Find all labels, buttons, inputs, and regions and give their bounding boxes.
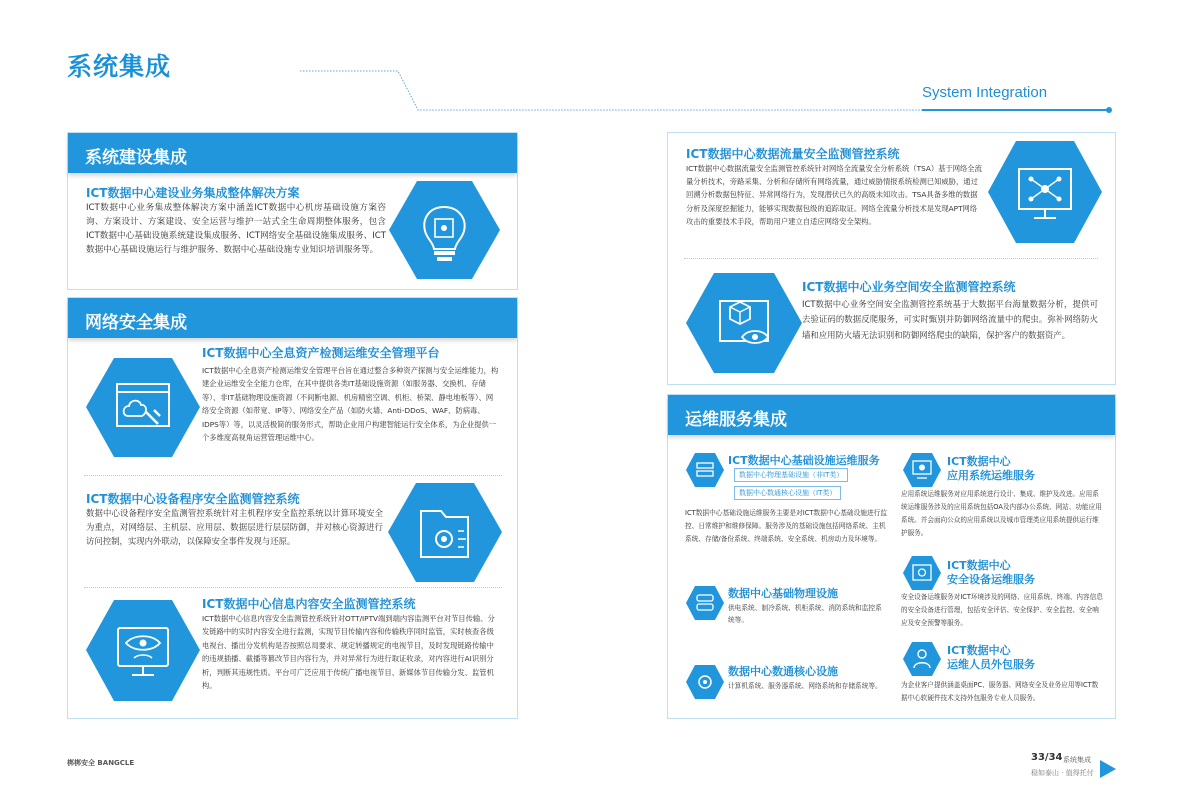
network-monitor-icon: [986, 139, 1104, 245]
item-text: ICT数据中心基础设施运维服务主要是对ICT数据中心基础设施进行监控、日常维护和维修保障。服务涉及的基础设施包括网络系统、主机系统、存储/备份系统、终端系统、安全系统、机房动力及环境等。: [685, 509, 888, 543]
gear-chip-icon: [685, 664, 725, 700]
rack-icon: [685, 585, 725, 621]
panel-system-construction: [67, 132, 518, 290]
footer-brand: 梆梆安全 BANGCLE: [67, 759, 135, 767]
divider: [84, 587, 502, 588]
item-title: ICT数据中心设备程序安全监测管控系统: [86, 492, 300, 506]
item-text: ICT数据中心数据流量安全监测管控系统针对网络全流量安全分析系统（TSA）基于网络全流量分析技术，旁路采集、分析和存储所有网络流量，通过威胁情报系统检测已知威胁，通过回溯分析数据包特征、异常网络行为，发现潜伏已久的高级未知攻击。TSA具备多维的数据分析及深度挖掘能力，能够实现数据包级的追踪取证。网络全流量分析技术是发现APT网络攻击的重要技术手段，帮助用户建立自适应网络安全架构。: [686, 164, 982, 226]
item-text: ICT数据中心业务集成整体解决方案中涵盖ICT数据中心机房基础设施方案咨询、方案设计、方案建设、安全运营与维护一站式全生命周期整体服务，包含ICT数据中心基础设施系统建设集成服务、ICT网络安全基础设施集成服务、ICT数据中心基础设施运行与维护服务、数据中心基础设施专业知识培训服务等。: [86, 203, 386, 255]
tag-datacom: 数据中心数通核心设施（IT类）: [734, 486, 841, 500]
person-icon: [902, 641, 942, 677]
section-header: 运维服务集成: [668, 395, 1115, 435]
folder-gear-icon: [386, 481, 504, 584]
title-line1: ICT数据中心: [947, 559, 1011, 572]
item-title: ICT数据中心信息内容安全监测管控系统: [202, 597, 416, 611]
item-text: ICT数据中心信息内容安全监测管控系统针对OTT/IPTV端到端内容监测平台对节目传输、分发链路中的实时内容安全进行监测，实现节目传输内容和传输秩序同时监管，实时核查各级电视台、播出分发机构是否按照总局要求、规定转播规定的电视节目，及时发现链路传输中的违规插播、截播等篡改节目内容行为，并对异常行为进行取证收录，对内容进行AI识别分析，判断其违规性质。平台可广泛应用于传统广播电视节目、新媒体节目传输分发、监管机构。: [202, 614, 495, 691]
item-text: 数据中心设备程序安全监测管控系统针对主机程序安全监控系统以计算环境安全为重点，对网络层、主机层、应用层、数据层进行层层防御，并对核心资源进行访问控制，实现内外联动，以保障安全事件发现与还原。: [86, 508, 383, 546]
item-title: ICT数据中心基础设施运维服务: [728, 454, 880, 467]
item-title: [947, 644, 1035, 672]
item-text: 供电系统、制冷系统、机柜系统、消防系统和监控系统等。: [728, 604, 882, 624]
page-number: 33/34: [1031, 752, 1063, 763]
item-title: 数据中心数通核心设施: [728, 665, 838, 678]
item-text: ICT数据中心全息资产检测运维安全管理平台旨在通过整合多种资产探测与安全运维能力，构建企业运维安全全能力仓库，在其中提供各类IT基础设施资源（如服务器、交换机、存储等）、非IT基础物理设施资源（不间断电源、机房精密空调、机柜、桥架、静电地板等）、网络安全资源（如带宽、IP等）、网络安全产品（如防火墙、Anti-DDoS、WAF、防病毒、IDPS等）等，以灵活极简的服务形式，帮助企业用户构建智能运行安全体系，为企业提供一个多维度高视角运营管理运维中心。: [202, 366, 499, 443]
safe-icon: [902, 555, 942, 591]
divider: [84, 475, 502, 476]
page-title: 系统集成: [67, 52, 172, 81]
box-eye-icon: [684, 271, 804, 375]
item-text: 计算机系统、服务器系统、网络系统和存储系统等。: [728, 682, 882, 690]
panel-ops-service: [667, 394, 1116, 719]
section-header: 系统建设集成: [68, 133, 517, 173]
item-text: 为企业客户提供涵盖桌面PC、服务器、网络安全及业务应用等ICT数据中心软硬件技术支持外包服务专业人员服务。: [901, 681, 1099, 702]
title-line2: 安全设备运维服务: [947, 573, 1035, 586]
footer-section: 系统集成: [1063, 756, 1091, 764]
page-title-en: System Integration: [922, 84, 1048, 101]
bulb-chip-icon: [387, 179, 502, 281]
panel-network-security: [67, 297, 518, 719]
header-dotted-line: [300, 70, 1120, 120]
tag-physical: 数据中心物理基础设施（非IT类）: [734, 468, 848, 482]
item-title: ICT数据中心业务空间安全监测管控系统: [802, 280, 1016, 294]
monitor-eye-icon: [84, 598, 202, 703]
panel-traffic-space: [667, 132, 1116, 385]
item-title: ICT数据中心数据流量安全监测管控系统: [686, 147, 900, 161]
footer-slogan: 稳如泰山 · 值得托付: [1031, 769, 1094, 777]
item-title: ICT数据中心建设业务集成整体解决方案: [86, 186, 300, 200]
item-text: 应用系统运维服务对应用系统进行设计、集成、维护及改进。应用系统运维服务涉及的应用系统包括OA及内部办公系统、网站、功能应用系统。并会面向公众的应用系统以及城市管理类应用系统提供运行维护服务。: [901, 490, 1102, 537]
title-line1: ICT数据中心: [947, 455, 1011, 468]
next-page-arrow-icon[interactable]: [1100, 760, 1116, 778]
divider: [684, 258, 1098, 259]
title-line2: 运维人员外包服务: [947, 658, 1035, 671]
section-header: 网络安全集成: [68, 298, 517, 338]
item-title: ICT数据中心全息资产检测运维安全管理平台: [202, 346, 440, 360]
server-icon: [685, 452, 725, 488]
title-line2: 应用系统运维服务: [947, 469, 1035, 482]
title-line1: ICT数据中心: [947, 644, 1011, 657]
item-text: 安全设备运维服务对ICT环境涉及的网络、应用系统、终端、内容信息的安全设备进行管理，包括安全评估、安全保护、安全监控、安全响应及安全预警等服务。: [901, 593, 1103, 627]
item-text: ICT数据中心业务空间安全监测管控系统基于大数据平台海量数据分析，提供可去验证码的数据反爬服务，可实时甄别并防御网络流量中的爬虫。弥补网络防火墙和应用防火墙无法识别和防御网络爬虫的缺陷，保护客户的数据资产。: [802, 299, 1098, 340]
item-title: [947, 559, 1035, 587]
monitor-gear-icon: [902, 452, 942, 488]
cloud-wrench-icon: [84, 356, 202, 459]
item-title: [947, 455, 1035, 483]
item-title: 数据中心基础物理设施: [728, 587, 838, 600]
